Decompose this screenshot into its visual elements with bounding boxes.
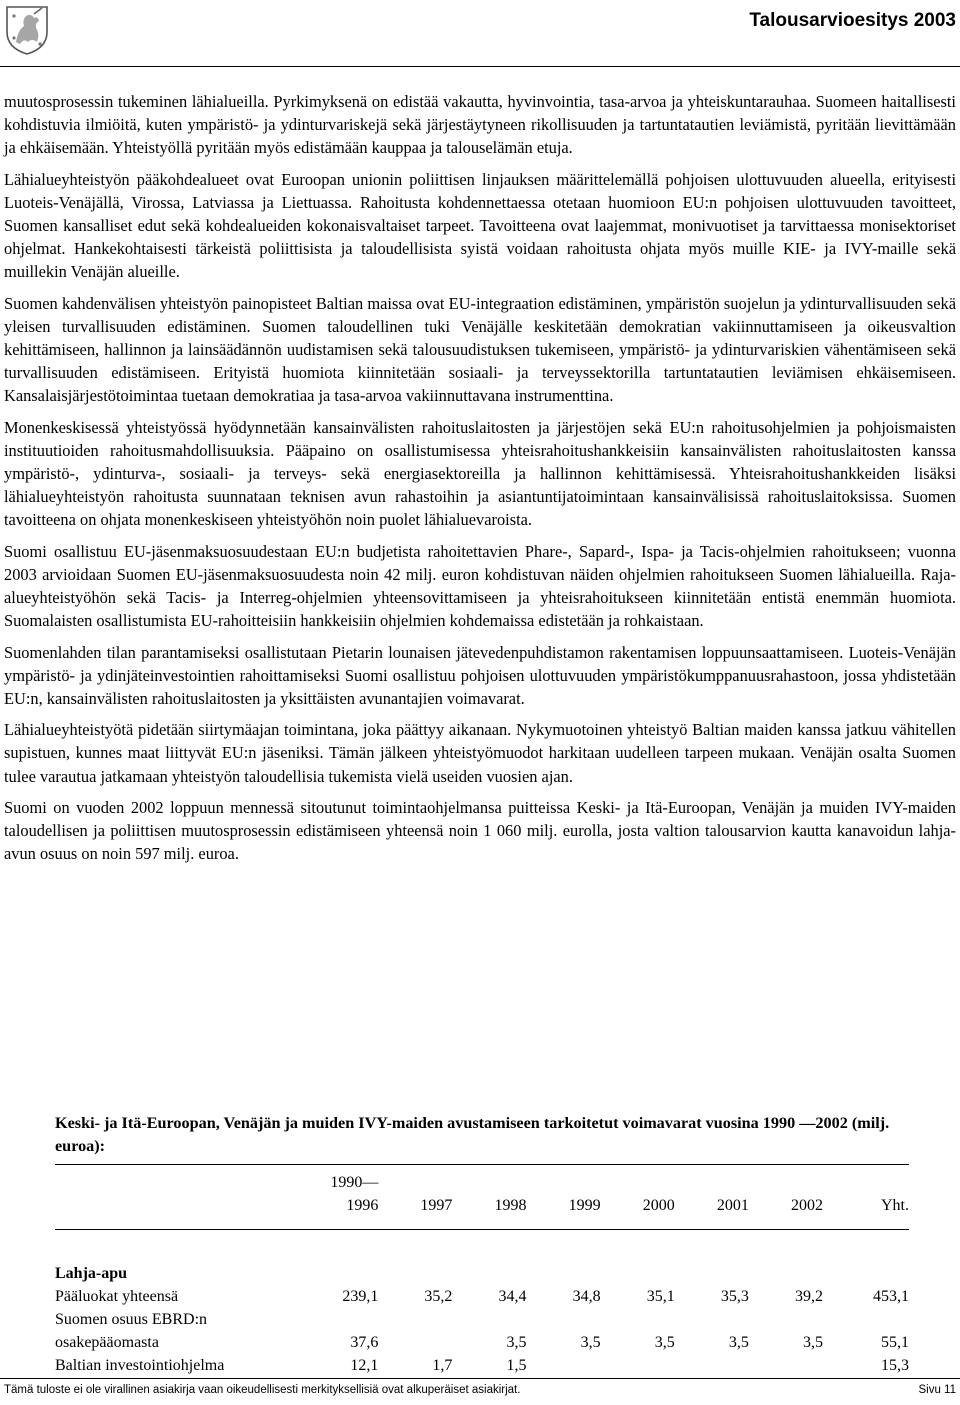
table-header-row [55, 1165, 909, 1230]
table-cell [527, 1354, 601, 1377]
column-header: 1998 [452, 1165, 526, 1230]
table-cell: 35,1 [646, 1288, 675, 1305]
table-row [55, 1354, 909, 1377]
resources-table [55, 1165, 909, 1377]
paragraph: Suomi on vuoden 2002 loppuun mennessä sitoutunut toimintaohjelmansa puitteissa Keski- ja Itä-Euroopan, Venäjän ja muiden IVY-maiden taloudellisen ja poliittisen muutosprosessin edistämiseen yhteensä noin 1 060 milj. eurolla, josta valtion talousarvion kautta kanavoidun lahja-avun osuus on noin 597 milj. euroa. [4, 798, 956, 864]
table-cell: 3,5 [728, 1334, 749, 1351]
table-cell: 3,5 [654, 1334, 675, 1351]
row-label: Suomen osuus EBRD:n osakepääomasta [55, 1311, 208, 1351]
column-header: 2001 [675, 1165, 749, 1230]
section-label: Lahja-apu [55, 1265, 128, 1282]
table-cell [378, 1308, 452, 1354]
page-number: Sivu 11 [918, 1384, 956, 1396]
table-cell: 35,3 [720, 1288, 749, 1305]
table-cell: 15,3 [881, 1357, 909, 1374]
table-cell: 37,6 [350, 1334, 379, 1351]
paragraph: Lähialueyhteistyön pääkohdealueet ovat Euroopan unionin poliittisen linjauksen määrittelemällä pohjoisen ulottuvuuden alueella, erityisesti Luoteis-Venäjällä, Virossa, Latviassa ja Liettuassa. Rahoitusta kohdennettaessa otetaan huomioon EU:n pohjoisen ulottuvuuden tavoitteet, Suomen kansalliset edut sekä kohdealueiden kokonaisvaltaiset tarpeet. Tavoitteena ovat laajemmat, monivuotiset ja tarvittaessa monisektoriset ohjelmat. Hankekohtaisesti tärkeistä poliittisista ja taloudellisista syistä voidaan rahoitusta ohjata myös muille KIE- ja IVY-maille sekä muillekin Venäjän alueille. [4, 169, 956, 282]
table-cell [601, 1354, 675, 1377]
table-cell: 3,5 [506, 1334, 527, 1351]
table-row [55, 1308, 909, 1354]
paragraph: Lähialueyhteistyötä pidetään siirtymäajan toimintana, joka päättyy aikanaan. Nykymuotoinen yhteistyö Baltian maiden kanssa jatkuu vähitellen supistuen, kunnes maat liittyvät EU:n jäseniksi. Tämän jälkeen yhteistyömuodot harkitaan uudelleen tarpeen mukaan. Venäjän osalta Suomen tulee varautua jatkamaan yhteistyön taloudellisia tukemista vielä useiden vuosien ajan. [4, 720, 956, 786]
table-cell: 453,1 [873, 1288, 909, 1305]
row-label: Baltian investointiohjelma [55, 1357, 225, 1374]
table-cell: 35,2 [424, 1288, 453, 1305]
table-cell: 39,2 [794, 1288, 823, 1305]
column-header: 2000 [601, 1165, 675, 1230]
table-cell [749, 1354, 823, 1377]
table-cell: 3,5 [802, 1334, 823, 1351]
table-cell: 55,1 [881, 1334, 909, 1351]
table-cell: 1,5 [506, 1357, 527, 1374]
page-header [0, 0, 960, 70]
table-cell: 34,4 [498, 1288, 527, 1305]
column-header: 2002 [749, 1165, 823, 1230]
footer-disclaimer: Tämä tuloste ei ole virallinen asiakirja vaan oikeudellisesti merkityksellisiä ovat alkuperäiset asiakirjat. [4, 1384, 521, 1396]
column-header: 1990— 1996 [304, 1165, 378, 1230]
column-header: 1999 [527, 1165, 601, 1230]
header-cell-empty [55, 1165, 304, 1230]
paragraph: Suomi osallistuu EU-jäsenmaksuosuudestaan EU:n budjetista rahoitettavien Phare-, Sapard-, Ispa- ja Tacis-ohjelmien rahoitukseen; vuonna 2003 arvioidaan Suomen EU-jäsenmaksuosuudesta noin 42 milj. euron kohdistuvan näiden ohjelmien rahoitukseen Suomen lähialueilla. Raja-alueyhteistyöhön sekä Tacis- ja Interreg-ohjelmien yhteensovittamiseen ja yhteisrahoitukseen kiinnitetään entistä enemmän huomiota. Suomalaisten osallistumista EU-rahoitteisiin hankkeisiin ohjelmien kohdemaissa edistetään ja rohkaistaan. [4, 541, 956, 630]
paragraph: muutosprosessin tukeminen lähialueilla. Pyrkimyksenä on edistää vakautta, hyvinvointia, tasa-arvoa ja yhteiskuntarauhaa. Suomeen haitallisesti kohdistuvia ilmiöitä, kuten ympäristö- ja ydinturvariskejä sekä järjestäytyneen rikollisuuden ja tartuntatautien leviämistä, pyritään lievittämään ja ehkäisemään. Yhteistyöllä pyritään myös edistämään kauppaa ja talouselämän etuja. [4, 92, 956, 158]
paragraph: Suomenlahden tilan parantamiseksi osallistutaan Pietarin lounaisen jätevedenpuhdistamon rakentamisen loppuunsaattamiseen. Luoteis-Venäjän ympäristö- ja ydinjäteinvestointien rahoittamiseksi Suomi osallistuu pohjoisen ulottuvuuden ympäristökumppanuusrahastoon, jossa yhdistetään EU:n, kansainvälisten rahoituslaitosten ja yksittäisten avunantajien voimavarat. [4, 642, 956, 708]
column-header: 1997 [378, 1165, 452, 1230]
coat-of-arms-logo [4, 4, 50, 56]
document-title: Talousarvioesitys 2003 [749, 10, 956, 31]
table-row [55, 1285, 909, 1308]
table-section-row [55, 1230, 909, 1286]
table-cell [675, 1354, 749, 1377]
table-cell: 3,5 [580, 1334, 601, 1351]
table-cell: 34,8 [572, 1288, 601, 1305]
body-text [4, 90, 956, 874]
paragraph: Suomen kahdenvälisen yhteistyön painopisteet Baltian maissa ovat EU-integraation edistäminen, ympäristön suojelun ja ydinturvallisuuden sekä yleisen turvallisuuden edistäminen. Suomen taloudellinen tuki Venäjälle keskitetään demokratian vakiinnuttamiseen ja oikeusvaltion kehittämiseen, hallinnon ja lainsäädännön uudistamisen sekä talousuudistuksen tukemiseen, ympäristö- ja ydinturvariskien vähentämiseen sekä turvallisuuden edistämiseen. Erityistä huomiota kiinnitetään sosiaali- ja terveyssektorilla tartuntatautien leviämisen ehkäisemiseen. Kansalaisjärjestötoimintaa tuetaan demokratiaa ja tasa-arvoa vakiinnuttavana instrumenttina. [4, 293, 956, 406]
table-cell: 239,1 [342, 1288, 379, 1305]
row-label: Pääluokat yhteensä [55, 1288, 179, 1305]
resources-table-block [55, 1112, 909, 1377]
column-header: Yht. [823, 1165, 909, 1230]
table-cell: 12,1 [350, 1357, 379, 1374]
table-cell: 1,7 [432, 1357, 453, 1374]
table-caption: Keski- ja Itä-Euroopan, Venäjän ja muiden IVY-maiden avustamiseen tarkoitetut voimavarat vuosina 1990 —2002 (milj. euroa): [55, 1114, 890, 1155]
header-divider [0, 66, 960, 67]
footer-divider [0, 1378, 960, 1379]
paragraph: Monenkeskisessä yhteistyössä hyödynnetään kansainvälisten rahoituslaitosten ja järjestöjen sekä EU:n rahoitusohjelmien ja pohjoismaisten instituutioiden rahoitusmahdollisuuksia. Pääpaino on osallistumisessa yhteisrahoitushankkeisiin kansainvälisten rahoituslaitosten kanssa ympäristö-, ydinturva-, sosiaali- ja terveys- sekä energiasektoreilla ja hallinnon kehittämisessä. Yhteisrahoitushankkeiden lisäksi lähialueyhteistyön rahoitusta suunnataan teknisen avun rahastoihin ja asiantuntijatoimintaan kansainvälisissä rahoituslaitoksissa. Suomen tavoitteena on ohjata monenkeskiseen yhteistyöhön noin puolet lähialuevaroista. [4, 417, 956, 530]
